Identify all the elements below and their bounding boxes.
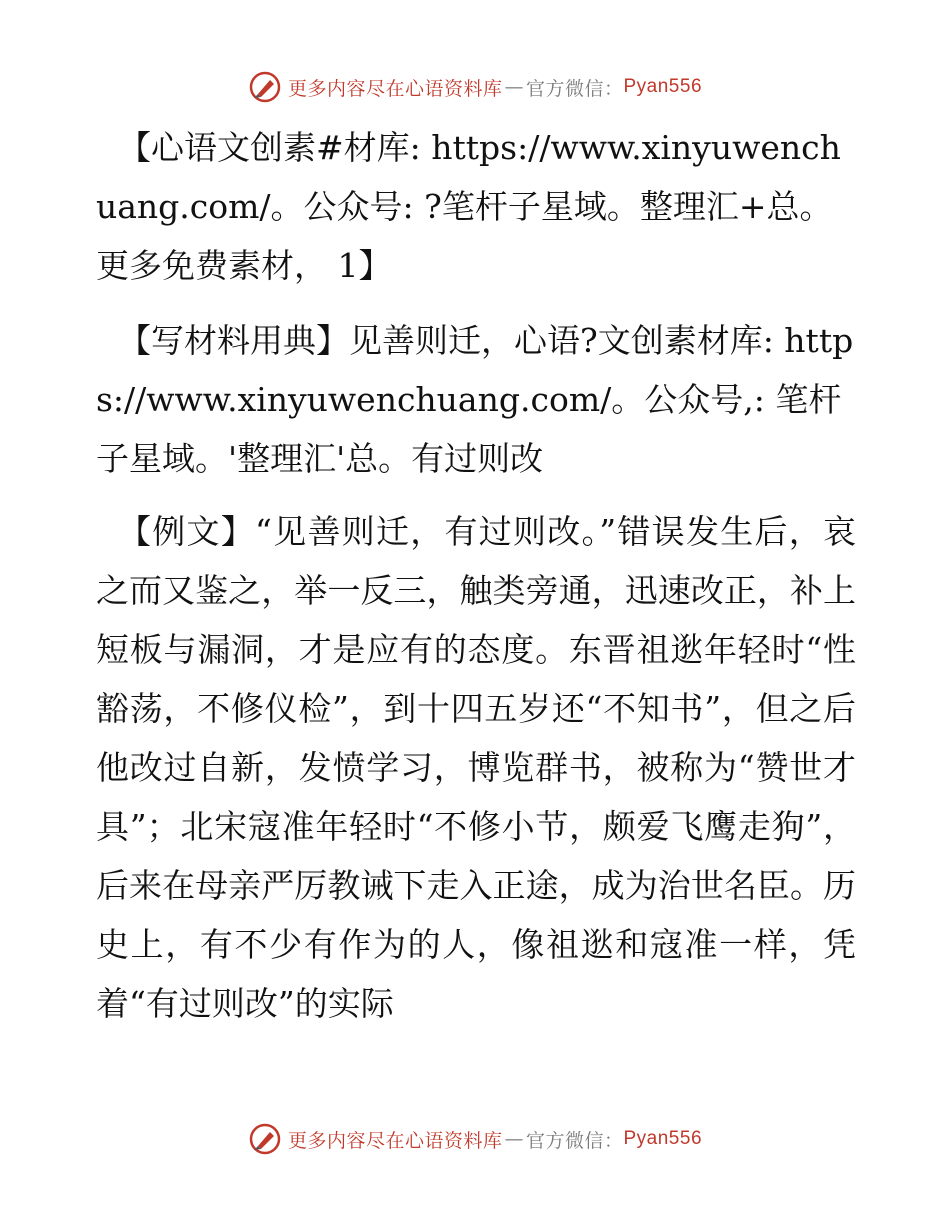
banner-wechat-label: 官方微信： — [525, 1129, 624, 1152]
banner-wechat-id: Pyan556 — [623, 1128, 703, 1149]
banner-promo-text: 更多内容尽在心语资料库 — [287, 77, 503, 100]
banner-separator: — — [504, 1128, 524, 1150]
footer-banner — [0, 1122, 950, 1156]
paragraph-example-text: 【例文】“见善则迁，有过则改。”错误发生后，哀之而又鉴之，举一反三，触类旁通，迅速改正，补上短板与漏洞，才是应有的态度。东晋祖逖年轻时“性豁荡，不修仪检”，到十四五岁还“不知书”，但之后他改过自新，发愤学习，博览群书，被称为“赞世才具”；北宋寇准年轻时“不修小节，颇爱飞鹰走狗”，后来在母亲严厉教诫下走入正途，成为治世名臣。历史上，有不少有作为的人，像祖逖和寇准一样，凭着“有过则改”的实际 — [96, 512, 856, 1023]
banner-separator: — — [504, 76, 524, 98]
pen-nib-logo-icon — [248, 70, 282, 104]
header-banner — [0, 70, 950, 104]
paragraph-quote-heading: 【写材料用典】见善则迁，心语?文创素材库: https://www.xinyuwenchuang.com/。公众号,: 笔杆子星域。'整理汇'总。有过则改 — [96, 321, 854, 478]
banner-wechat-id: Pyan556 — [623, 76, 703, 97]
banner-promo-text: 更多内容尽在心语资料库 — [287, 1129, 503, 1152]
document-body — [96, 118, 856, 1047]
paragraph-source-note: 【心语文创素#材库: https://www.xinyuwenchuang.com/。公众号: ?笔杆子星域。整理汇+总。更多免费素材， 1】 — [96, 128, 841, 285]
banner-wechat-label: 官方微信： — [525, 77, 624, 100]
pen-nib-logo-icon — [248, 1122, 282, 1156]
